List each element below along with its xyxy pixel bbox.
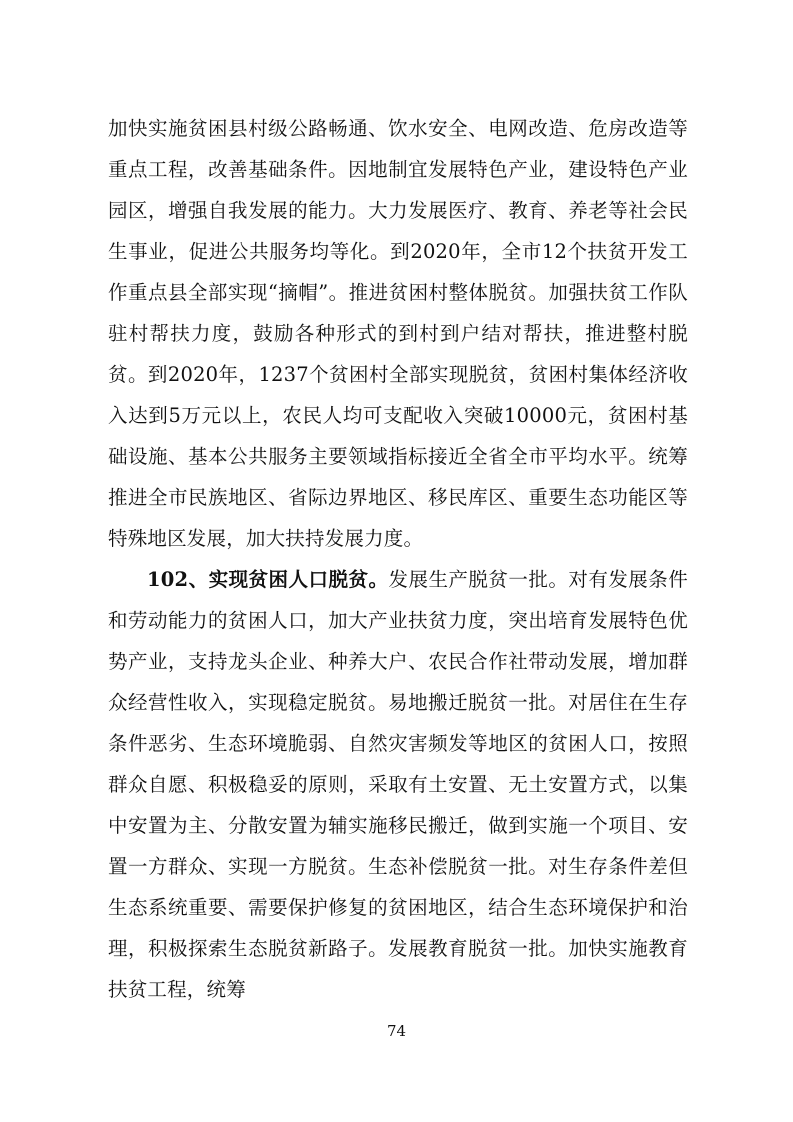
section-number: 102、 [147,568,209,591]
page-number: 74 [386,1022,407,1040]
section-paragraph [108,559,688,1010]
page-content [108,108,688,1010]
section-body-text: 发展生产脱贫一批。对有发展条件和劳动能力的贫困人口，加大产业扶贫力度，突出培育发展特色优势产业，支持龙头企业、种养大户、农民合作社带动发展，增加群众经营性收入，实现稳定脱贫。易地搬迁脱贫一批。对居住在生存条件恶劣、生态环境脆弱、自然灾害频发等地区的贫困人口，按照群众自愿、积极稳妥的原则，采取有土安置、无土安置方式，以集中安置为主、分散安置为辅实施移民搬迁，做到实施一个项目、安置一方群众、实现一方脱贫。生态补偿脱贫一批。对生存条件差但生态系统重要、需要保护修复的贫困地区，结合生态环境保护和治理，积极探索生态脱贫新路子。发展教育脱贫一批。加快实施教育扶贫工程，统筹 [108,568,688,1001]
section-title: 实现贫困人口脱贫。 [208,568,389,591]
body-paragraph: 加快实施贫困县村级公路畅通、饮水安全、电网改造、危房改造等重点工程，改善基础条件。因地制宜发展特色产业，建设特色产业园区，增强自我发展的能力。大力发展医疗、教育、养老等社会民生事业，促进公共服务均等化。到2020年，全市12个扶贫开发工作重点县全部实现“摘帽”。推进贫困村整体脱贫。加强扶贫工作队驻村帮扶力度，鼓励各种形式的到村到户结对帮扶，推进整村脱贫。到2020年，1237个贫困村全部实现脱贫，贫困村集体经济收入达到5万元以上，农民人均可支配收入突破10000元，贫困村基础设施、基本公共服务主要领域指标接近全省全市平均水平。统筹推进全市民族地区、省际边界地区、移民库区、重要生态功能区等特殊地区发展，加大扶持发展力度。 [108,117,688,550]
